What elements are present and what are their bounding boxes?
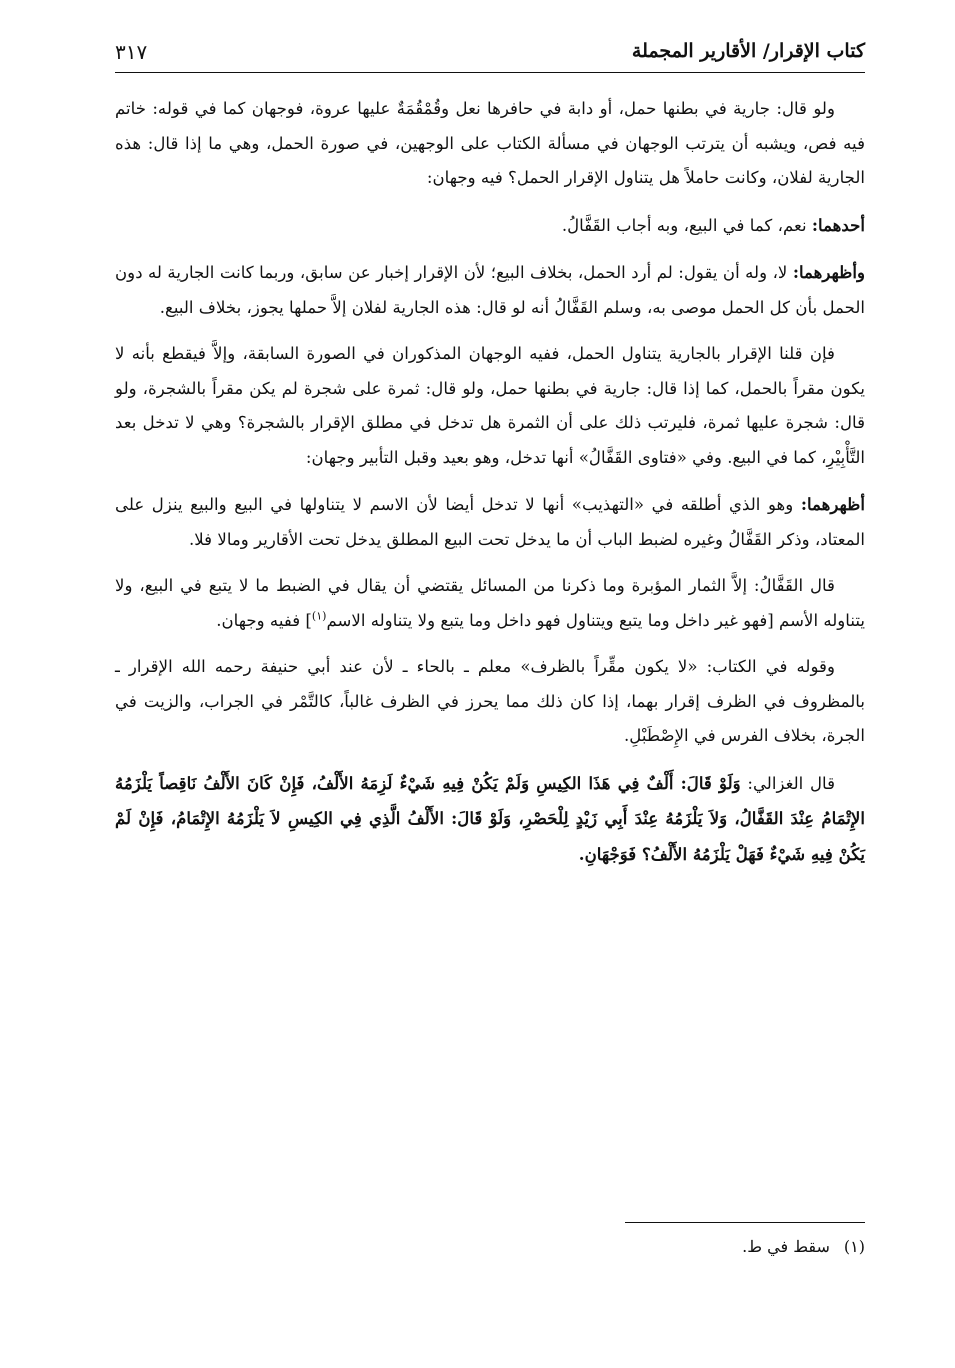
paragraph: فإن قلنا الإقرار بالجارية يتناول الحمل، ففيه الوجهان المذكوران في الصورة السابقة، وإلاَّ فيقطع بأنه لا يكون مقراً بالحمل، كما إذا قال: جارية في بطنها حمل، ولو قال: ثمرة على شجرة لم يكن مقراً بالشجرة، ولو قال: شجرة عليها ثمرة، فليرتب ذلك على أن الثمرة هل تدخل في مطلق الإقرار بالشجرة؟ وهي لا تدخل بعد التَّأْبِيْرِ، كما في البيع. وفي «فتاوى القَفَّالُ» أنها تدخل، وهو بعيد وقبل التأبير وجهان: bbox=[115, 344, 865, 467]
footnote-rule bbox=[625, 1222, 865, 1223]
paragraph-label: وأظهرهما: bbox=[792, 262, 865, 282]
paragraph-label: أحدهما: bbox=[811, 214, 865, 235]
paragraph: وأظهرهما: لا، وله أن يقول: لم أرد الحمل، بخلاف البيع؛ لأن الإقرار إخبار عن سابق، وربما كانت الجارية له دون الحمل بأن كل الحمل موصى به، وسلم القَفَّالُ أنه لو قال: هذه الجارية لفلان إلاَّ حملها يجوز، بخلاف البيع. bbox=[115, 262, 865, 317]
page-number: ٣١٧ bbox=[115, 40, 148, 64]
header-title: كتاب الإقرار/ الأقارير المجملة bbox=[631, 40, 865, 62]
main-text bbox=[115, 92, 865, 884]
footnote bbox=[115, 1232, 865, 1262]
quoted-text bbox=[115, 766, 865, 873]
quote-body: وَلَوْ قَالَ: أَلْفٌ فِي هَذَا الكِيسِ وَلَمْ يَكُنْ فِيهِ شَيْءٌ لَزِمَهُ الأَلْفُ، فَإِنْ كَانَ الأَلْفُ نَاقِصاً يَلْزَمُهُ الإِتْمَامُ عِنْدَ القَفَّالُ، وَلاَ يَلْزَمُهُ عِنْدَ أَبِي زَيْدٍ لِلْحَصْرِ، وَلَوْ قَالَ: الأَلْفُ الَّذِي فِي الكِيسِ لاَ يَلْزَمُهُ الإِتْمَامُ، فَإِنْ لَمْ يَكُنْ فِيهِ شَيْءٌ فَهَلْ يَلْزَمُهُ الأَلْفُ؟ فَوَجْهَانِ. bbox=[115, 772, 865, 864]
footnote-number: (١) bbox=[843, 1237, 865, 1256]
footnote-reference[interactable]: (١) bbox=[311, 608, 327, 622]
running-header bbox=[115, 40, 865, 70]
paragraph: وقوله في الكتاب: «لا يكون مقِّراً بالظرف» معلم ـ بالحاء ـ لأن عند أبي حنيفة رحمه الله الإقرار ـ بالمظروف في الظرف إقرار بهما، إذا كان ذلك مما يحرز في الظرف غالباً، كالتَّمْر في الجراب، والزيت في الجرة، بخلاف الفرس في الإِصْطَبْلِ. bbox=[115, 657, 865, 745]
paragraph-label: أظهرهما: bbox=[800, 494, 865, 514]
paragraph: أظهرهما: وهو الذي أطلقه في «التهذيب» أنها لا تدخل أيضا لأن الاسم لا يتناولها في البيع والبيع ينزل على المعتاد، وذكر القَفَّالُ وغيره لضبط الباب أن ما يدخل تحت البيع المطلق يدخل تحت الأقارير ومالا فلا. bbox=[115, 494, 865, 549]
paragraph: قال القَفَّالُ: إلاَّ الثمار المؤبرة وما ذكرنا من المسائل يقتضي أن يقال في الضبط ما لا يتبع في البيع، ولا يتناوله الأسم [فهو غير داخل وما يتبع ويتناول فهو داخل وما يتبع ولا يتناوله الاسم$^{(١)}$] ففيه وجهان. bbox=[115, 576, 865, 630]
paragraph: أحدهما: نعم، كما في البيع، وبه أجاب القَفَّالُ. bbox=[561, 214, 865, 235]
paragraph: ولو قال: جارية في بطنها حمل، أو دابة في حافرها نعل وقُمْقُمَةٌ عليها عروة، فوجهان كما في قوله: خاتم فيه فص، ويشبه أن يترتب الوجهان في مسألة الكتاب على الوجهين، في صورة الحمل، وهي ما إذا قال: هذه الجارية لفلان، وكانت حاملاً هل يتناول الإقرار الحمل؟ فيه وجهان: bbox=[115, 99, 865, 187]
footnote-text: سقط في ط. bbox=[742, 1237, 830, 1256]
header-rule bbox=[115, 72, 865, 73]
quote-intro: قال الغزالي: bbox=[740, 773, 836, 793]
